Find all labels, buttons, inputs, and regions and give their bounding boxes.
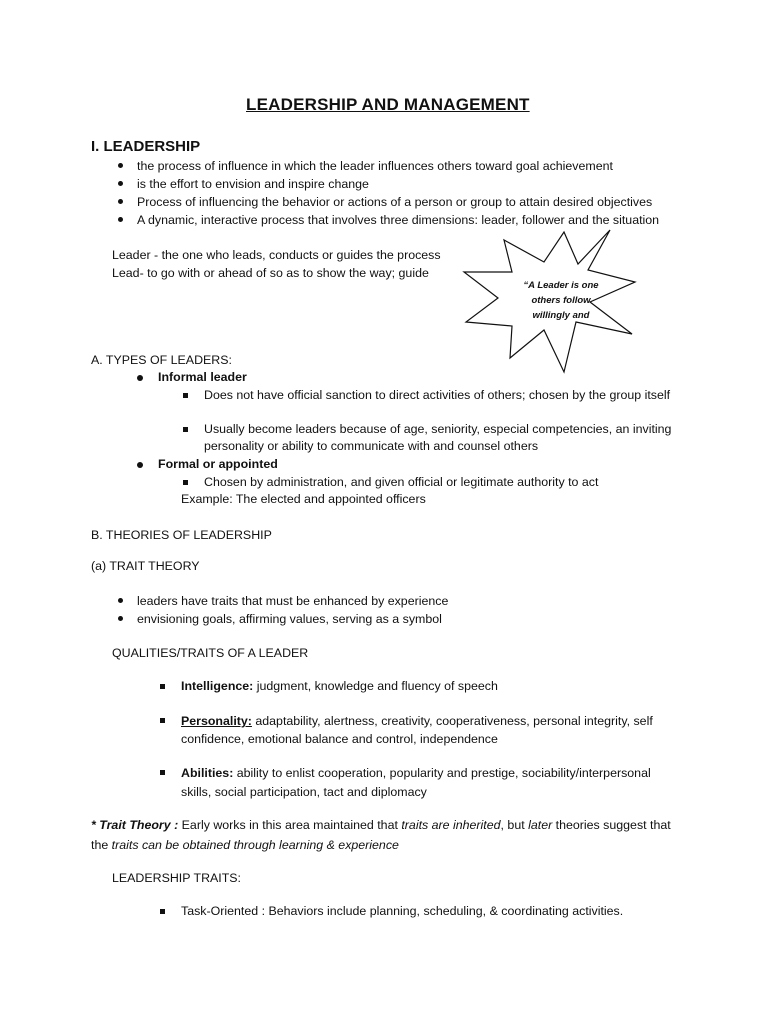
leadership-traits-heading: LEADERSHIP TRAITS: bbox=[112, 871, 241, 885]
square-bullet-icon bbox=[183, 480, 188, 485]
list-item-text: envisioning goals, affirming values, serving as a symbol bbox=[137, 612, 442, 626]
list-item-text: Process of influencing the behavior or actions of a person or group to attain desired objectives bbox=[137, 195, 653, 209]
square-bullet-icon bbox=[160, 909, 165, 914]
list-item bbox=[137, 610, 448, 628]
list-item bbox=[137, 175, 659, 193]
leadership-definition-list bbox=[137, 157, 659, 229]
quality-text: adaptability, alertness, creativity, cooperativeness, personal integrity, self confidence, emotional balance and control, independence bbox=[181, 714, 653, 746]
note-emphasis: traits can be obtained through learning & experience bbox=[111, 838, 399, 852]
square-bullet-icon bbox=[183, 427, 188, 432]
note-emphasis: traits are inherited bbox=[401, 818, 501, 832]
list-item-text: leaders have traits that must be enhanced by experience bbox=[137, 594, 449, 608]
list-item-text: the process of influence in which the leader influences others toward goal achievement bbox=[137, 159, 613, 173]
trait-label: Task-Oriented : bbox=[181, 904, 266, 918]
bullet-icon bbox=[118, 199, 123, 204]
bullet-icon bbox=[118, 598, 123, 603]
list-item bbox=[137, 592, 448, 610]
note-emphasis: later bbox=[528, 818, 553, 832]
formal-leader-example: Example: The elected and appointed officers bbox=[181, 492, 426, 506]
bullet-icon bbox=[137, 462, 143, 468]
note-lead: * Trait Theory : bbox=[91, 818, 179, 832]
informal-leader-label: Informal leader bbox=[158, 370, 247, 384]
quality-text: ability to enlist cooperation, popularity and prestige, sociability/interpersonal skills, social participation, tact and diplomacy bbox=[181, 766, 651, 799]
quality-personality bbox=[181, 712, 671, 748]
informal-leader-item-2: Usually become leaders because of age, seniority, especial competencies, an inviting personality or ability to communicate with and counsel others bbox=[204, 422, 672, 453]
section-heading-theories: B. THEORIES OF LEADERSHIP bbox=[91, 528, 272, 542]
definition-lead: Lead- to go with or ahead of so as to show the way; guide bbox=[112, 266, 429, 280]
bullet-icon bbox=[118, 181, 123, 186]
bullet-icon bbox=[118, 217, 123, 222]
list-item bbox=[137, 193, 659, 211]
definition-leader: Leader - the one who leads, conducts or guides the process bbox=[112, 248, 441, 262]
qualities-heading: QUALITIES/TRAITS OF A LEADER bbox=[112, 646, 309, 660]
trait-theory-note bbox=[91, 815, 681, 855]
square-bullet-icon bbox=[160, 718, 165, 723]
quality-label: Personality: bbox=[181, 714, 252, 728]
formal-leader-label: Formal or appointed bbox=[158, 457, 278, 471]
quality-intelligence bbox=[181, 678, 498, 695]
square-bullet-icon bbox=[160, 770, 165, 775]
quality-label: Abilities: bbox=[181, 766, 234, 780]
quality-text: judgment, knowledge and fluency of speech bbox=[253, 679, 498, 693]
bullet-icon bbox=[137, 375, 143, 381]
leadership-trait-task-oriented bbox=[181, 903, 623, 920]
square-bullet-icon bbox=[183, 393, 188, 398]
list-item-text: is the effort to envision and inspire change bbox=[137, 177, 369, 191]
quality-abilities bbox=[181, 764, 676, 802]
square-bullet-icon bbox=[160, 684, 165, 689]
note-text: theories suggest that the bbox=[91, 818, 671, 852]
page-title: LEADERSHIP AND MANAGEMENT bbox=[246, 95, 530, 114]
starburst-quote: “A Leader is one others follow willingly and bbox=[523, 280, 599, 321]
section-heading-types-of-leaders: A. TYPES OF LEADERS: bbox=[91, 353, 232, 367]
trait-text: Behaviors include planning, scheduling, & coordinating activities. bbox=[265, 904, 624, 918]
section-heading-leadership: I. LEADERSHIP bbox=[91, 138, 201, 155]
note-text: , but bbox=[500, 818, 529, 832]
formal-leader-item-1: Chosen by administration, and given official or legitimate authority to act bbox=[204, 475, 599, 489]
list-item bbox=[137, 157, 659, 175]
bullet-icon bbox=[118, 163, 123, 168]
note-text: Early works in this area maintained that bbox=[178, 818, 402, 832]
informal-leader-item-1: Does not have official sanction to direct activities of others; chosen by the group itself bbox=[204, 388, 671, 402]
bullet-icon bbox=[118, 616, 123, 621]
trait-theory-heading: (a) TRAIT THEORY bbox=[91, 559, 200, 573]
quality-label: Intelligence: bbox=[181, 679, 254, 693]
trait-theory-list bbox=[137, 592, 448, 628]
list-item-text: A dynamic, interactive process that involves three dimensions: leader, follower and the situation bbox=[137, 213, 660, 227]
